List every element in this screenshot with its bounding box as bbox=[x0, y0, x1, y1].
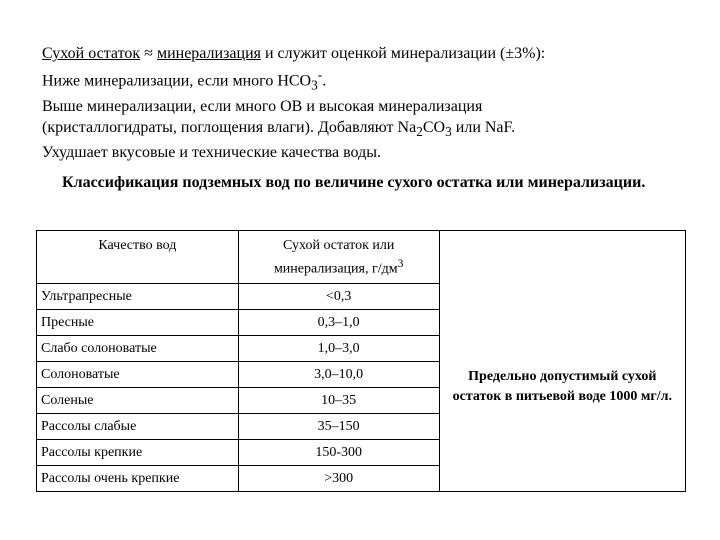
cell-quality: Пресные bbox=[37, 310, 239, 336]
table-row bbox=[37, 284, 686, 310]
intro-line-2-text: Ниже минерализации, если много НСО bbox=[42, 72, 312, 90]
header-quality: Качество вод bbox=[37, 231, 239, 284]
table-heading: Классификация подземных вод по величине сухого остатка или минерализации. bbox=[62, 174, 646, 191]
intro-line-4 bbox=[42, 117, 682, 142]
cell-quality: Ультрапресные bbox=[37, 284, 239, 310]
header-residue bbox=[238, 231, 439, 284]
intro-line-3: Выше минерализации, если много ОВ и высокая минерализация bbox=[42, 97, 483, 115]
subscript: 3 bbox=[311, 77, 318, 93]
cell-quality: Рассолы очень крепкие bbox=[37, 466, 239, 492]
term-mineralization: минерализация bbox=[156, 45, 261, 62]
cell-residue: >300 bbox=[238, 466, 439, 492]
cell-residue: 10–35 bbox=[238, 388, 439, 414]
cell-residue: <0,3 bbox=[238, 284, 439, 310]
approx-sign: ≈ bbox=[140, 45, 157, 62]
cell-quality: Солоноватые bbox=[37, 362, 239, 388]
formula-part: CO bbox=[422, 118, 446, 136]
cell-quality: Соленые bbox=[37, 388, 239, 414]
cell-residue: 35–150 bbox=[238, 414, 439, 440]
drinking-water-note: Предельно допустимый сухой остаток в питьевой воде 1000 мг/л. bbox=[439, 284, 685, 492]
cell-quality: Рассолы крепкие bbox=[37, 440, 239, 466]
superscript: - bbox=[317, 67, 323, 82]
cell-residue: 0,3–1,0 bbox=[238, 310, 439, 336]
intro-text bbox=[42, 43, 682, 163]
period: . bbox=[322, 72, 327, 90]
intro-line-1-rest: и служит оценкой минерализации (±3%): bbox=[260, 45, 546, 62]
intro-line-5: Ухудшает вкусовые и технические качества воды. bbox=[42, 143, 381, 161]
term-dry-residue: Сухой остаток bbox=[42, 45, 141, 62]
intro-line-4-rest: или NaF. bbox=[451, 118, 516, 136]
cell-residue: 1,0–3,0 bbox=[238, 336, 439, 362]
subscript: 3 bbox=[445, 123, 452, 139]
intro-line-4-text: (кристаллогидраты, поглощения влаги). Добавляют Na bbox=[42, 118, 417, 136]
classification-table bbox=[36, 230, 686, 492]
intro-line-1 bbox=[42, 43, 682, 64]
cell-residue: 150-300 bbox=[238, 440, 439, 466]
intro-line-2 bbox=[42, 64, 682, 96]
table-header-row bbox=[37, 231, 686, 284]
header-residue-text: Сухой остаток или минерализация, г/дм bbox=[273, 238, 398, 277]
header-note-empty bbox=[439, 231, 685, 284]
superscript: 3 bbox=[397, 257, 404, 270]
cell-quality: Рассолы слабые bbox=[37, 414, 239, 440]
subscript: 2 bbox=[416, 123, 423, 139]
cell-residue: 3,0–10,0 bbox=[238, 362, 439, 388]
cell-quality: Слабо солоноватые bbox=[37, 336, 239, 362]
